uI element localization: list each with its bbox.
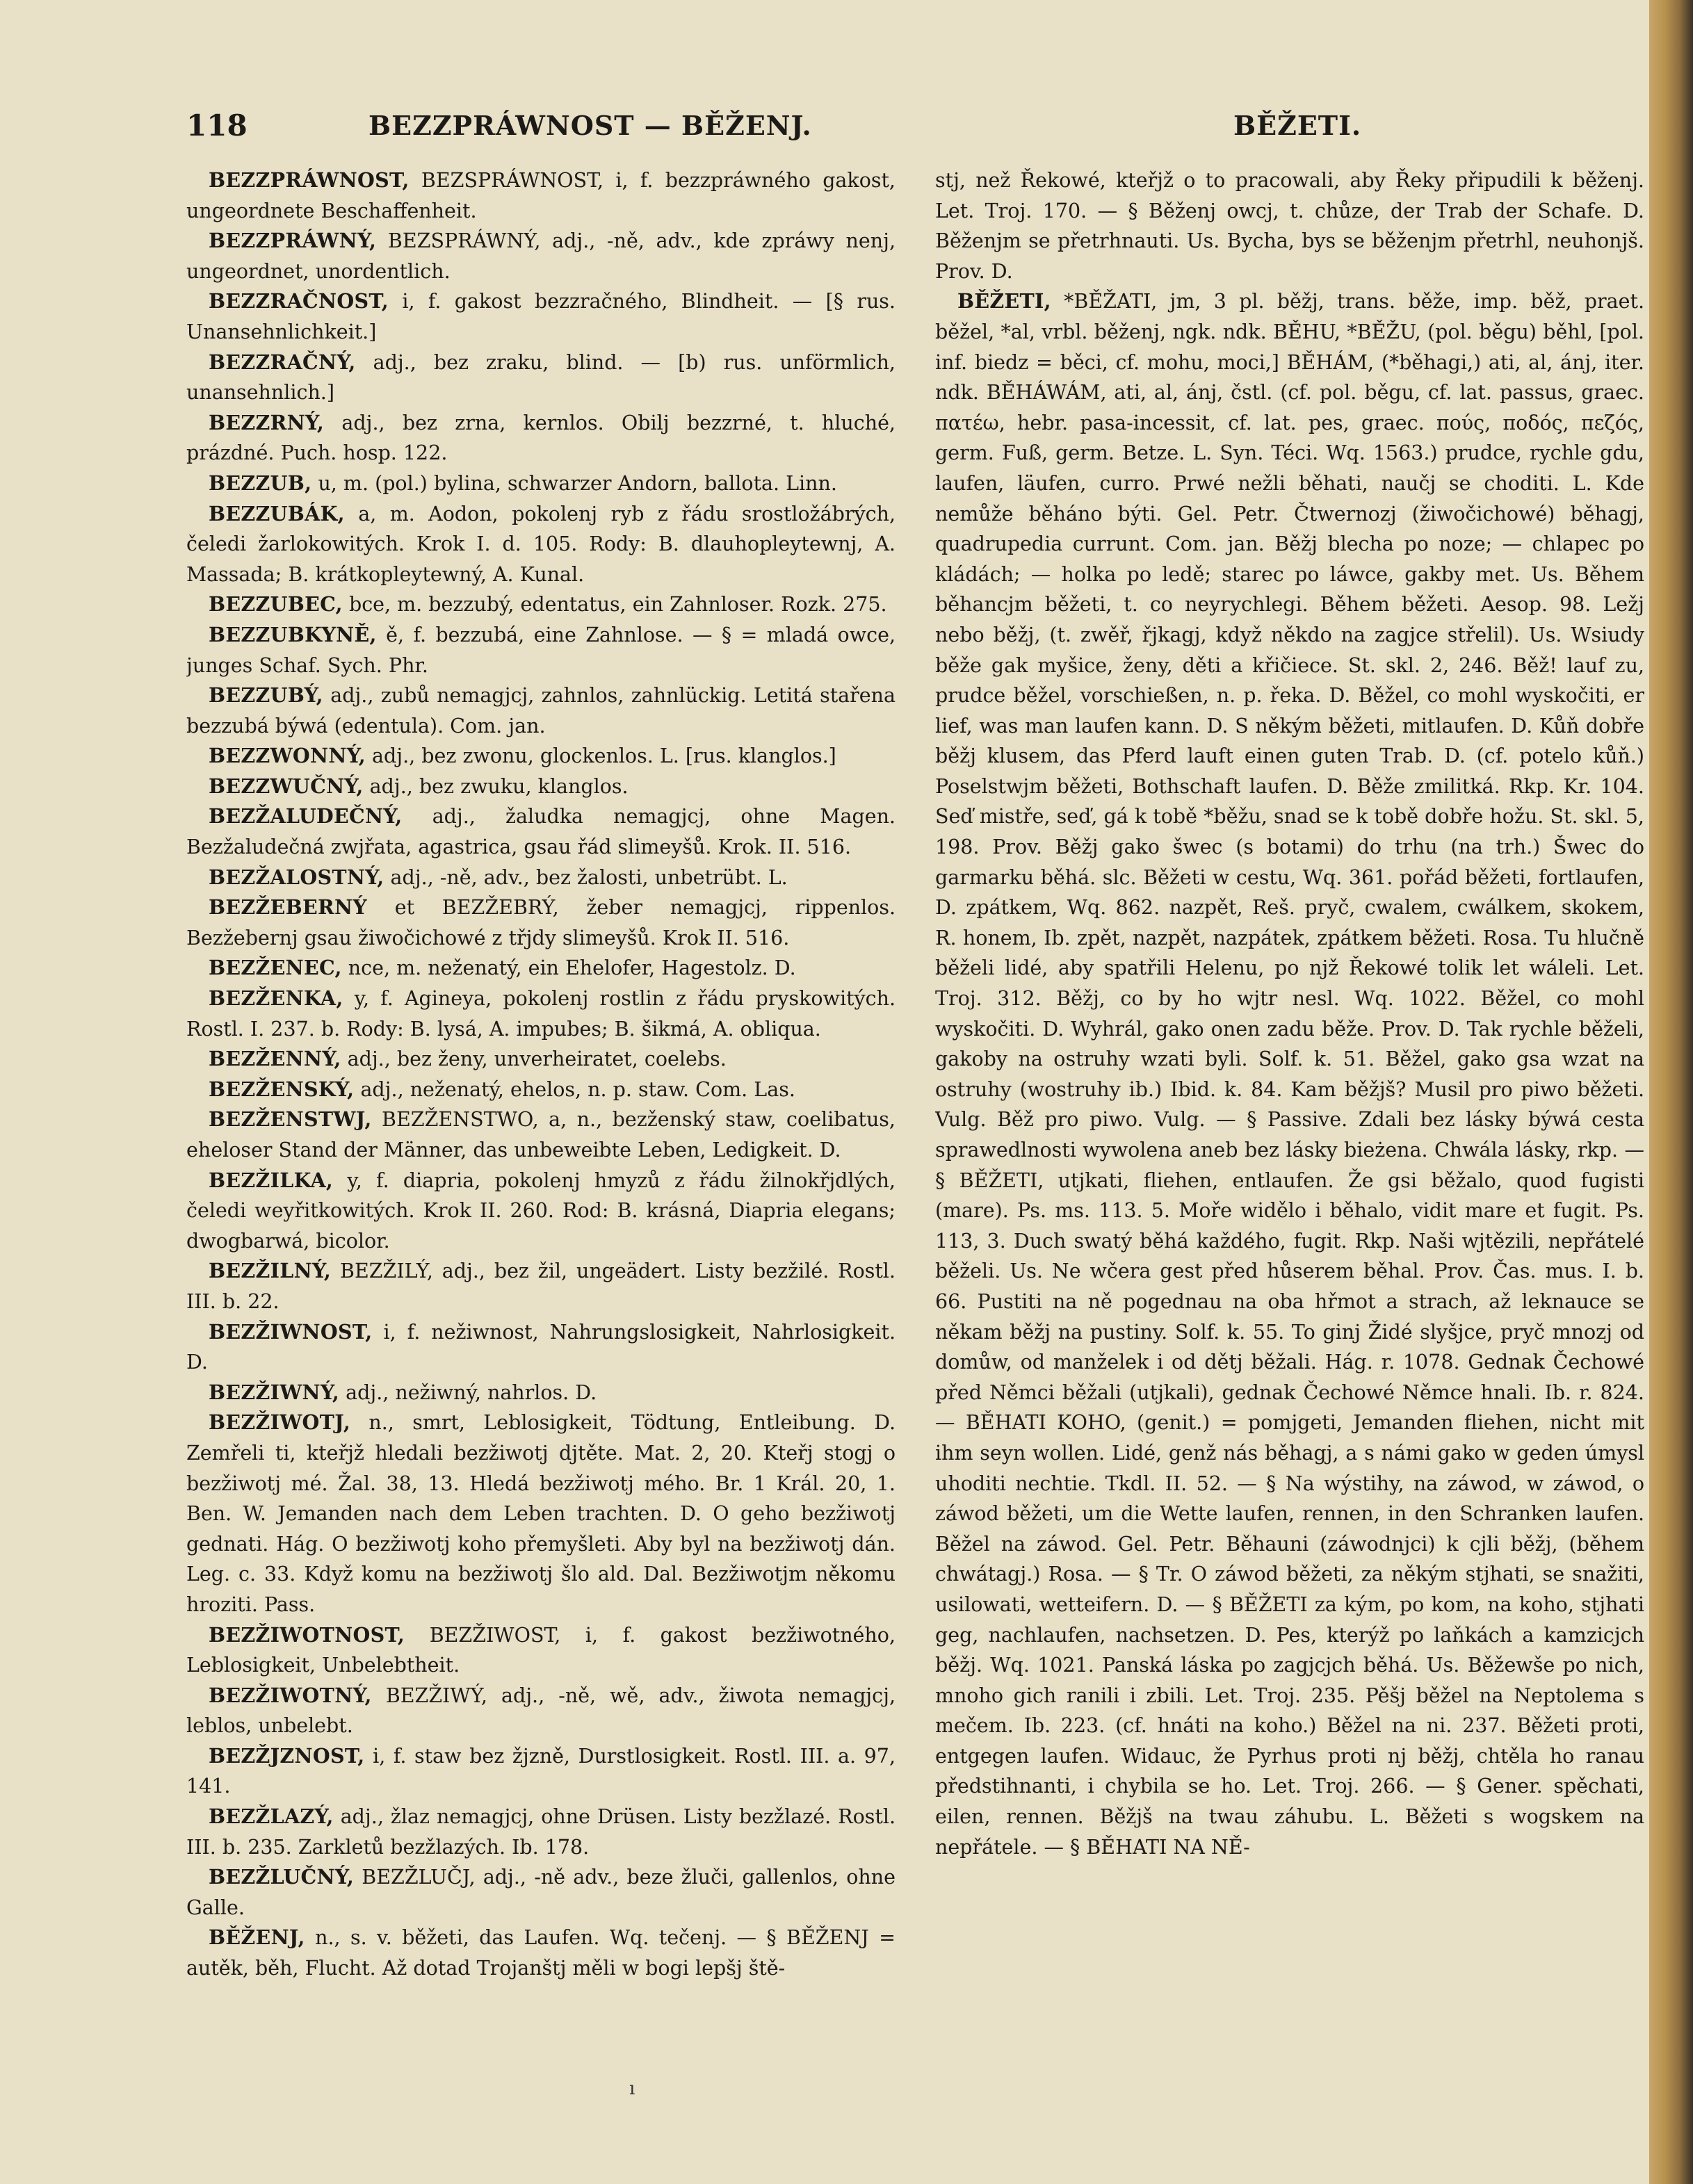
dictionary-entry [186, 1105, 896, 1165]
entry-headword: BEZZWUČNÝ, [209, 774, 364, 798]
dictionary-entry [186, 499, 896, 590]
entry-headword: BEZZPRÁWNOST, [209, 168, 410, 192]
entry-headword: BEZŽIWOTJ, [209, 1410, 351, 1435]
dictionary-entry [186, 1862, 896, 1923]
entry-definition: adj., bez ženy, unverheiratet, coelebs. [347, 1048, 727, 1071]
dictionary-entry [186, 1681, 896, 1741]
entry-definition: i, f. nežiwnost, Nahrungslosigkeit, Nahrlosigkeit. D. [186, 1320, 896, 1374]
running-header [0, 104, 1649, 146]
entry-headword: BEZZUBÁK, [209, 501, 345, 525]
page-number: 118 [186, 108, 248, 142]
entry-definition: BEZŽIWOST, i, f. gakost bezžiwotného, Leblosigkeit, Unbelebtheit. [186, 1623, 896, 1677]
entry-definition: y, f. Agineya, pokolenj rostlin z řádu pryskowitých. Rostl. I. 237. b. Rody: B. lysá, A. impubes; B. šikmá, A. obliqua. [186, 987, 896, 1041]
dictionary-entry [186, 1741, 896, 1802]
dictionary-entry [186, 1166, 896, 1257]
entry-headword: BEZZUB, [209, 471, 312, 495]
left-running-head: BEZZPRÁWNOST — BĚŽENJ. [368, 110, 812, 141]
entry-headword: BEZZPRÁWNÝ, [209, 229, 377, 253]
entry-headword: BEZŽIWOTNÝ, [209, 1683, 372, 1707]
entry-headword: BEZŽIWOTNOST, [209, 1622, 405, 1647]
entry-definition: adj., žaludka nemagjcj, ohne Magen. Bezžaludečná zwjřata, agastrica, gsau řád slimeyšů. Krok. II. 516. [186, 805, 896, 859]
entry-headword: BEZŽALUDEČNÝ, [209, 804, 403, 829]
dictionary-entry [186, 1256, 896, 1317]
entry-definition: i, f. staw bez žjzně, Durstlosigkeit. Rostl. III. a. 97, 141. [186, 1744, 896, 1798]
dictionary-entry [186, 620, 896, 681]
entry-headword: BEZŽENNÝ, [209, 1047, 341, 1071]
entry-definition: adj., nežiwný, nahrlos. D. [346, 1380, 597, 1404]
dictionary-entry [186, 741, 896, 772]
entry-definition: adj., bez zraku, blind. — [b) rus. unförmlich, unansehnlich.] [186, 350, 896, 405]
entry-headword: BĚŽETI, [957, 289, 1051, 313]
footer-mark: ı [629, 2078, 635, 2099]
dictionary-entry [186, 681, 896, 741]
entry-definition: nce, m. neženatý, ein Ehelofer, Hagestolz. D. [348, 956, 796, 980]
entry-headword: BEZŽJZNOST, [209, 1743, 365, 1768]
book-edge [1649, 0, 1693, 2184]
dictionary-entry [186, 165, 896, 226]
dictionary-entry [935, 165, 1644, 286]
entry-definition: BEZŽIWÝ, adj., -ně, wě, adv., žiwota nemagjcj, leblos, unbelebt. [186, 1684, 896, 1738]
entry-definition: adj., bez zwuku, klanglos. [369, 774, 629, 798]
entry-headword: BEZŽLUČNÝ, [209, 1865, 355, 1889]
dictionary-entry [186, 1378, 896, 1408]
entry-definition: ě, f. bezzubá, eine Zahnlose. — § = mladá owce, junges Schaf. Sych. Phr. [186, 623, 896, 677]
entry-headword: BEZŽALOSTNÝ, [209, 865, 384, 889]
dictionary-entry [186, 801, 896, 862]
dictionary-entry [186, 1317, 896, 1378]
dictionary-entry [186, 953, 896, 984]
entry-headword: BEZŽEBERNÝ [209, 895, 368, 920]
entry-headword: BEZZUBÝ, [209, 683, 323, 708]
right-running-head: BĚŽETI. [1233, 110, 1362, 141]
dictionary-entry [186, 468, 896, 499]
entry-headword: BEZŽILKA, [209, 1168, 334, 1192]
entry-definition: adj., žlaz nemagjcj, ohne Drüsen. Listy bezžlazé. Rostl. III. b. 235. Zarkletů bezžlazých. Ib. 178. [186, 1805, 896, 1859]
dictionary-entry [186, 226, 896, 286]
entry-headword: BEZŽILNÝ, [209, 1259, 332, 1283]
entry-definition: n., s. v. běžeti, das Laufen. Wq. tečenj. — § BĚŽENJ = autěk, běh, Flucht. Až dotad Trojanštj měli w bogi lepšj ště- [186, 1926, 896, 1980]
dictionary-entry [186, 893, 896, 953]
entry-headword: BEZZUBEC, [209, 592, 343, 617]
entry-definition: stj, než Řekowé, kteřjž o to pracowali, aby Řeky připudili k běženj. Let. Troj. 170. — § Běženj owcj, t. chůze, der Trab der Schafe. D. Běženjm se přetrhnauti. Us. Bycha, bys se běženjm přetrhl, neuhonjš. Prov. D. [935, 169, 1644, 283]
dictionary-entry [186, 1620, 896, 1681]
entry-definition: *BĚŽATI, jm, 3 pl. běžj, trans. běže, imp. běž, praet. běžel, *al, vrbl. běženj, ngk. ndk. BĚHU, *BĚŽU, (pol. běgu) běhl, [pol. inf. biedz = běci, cf. mohu, moci,] BĚHÁM, (*běhagi,) ati, al, ánj, iter. ndk. BĚHÁWÁM, ati, al, ánj, čstl. (cf. pol. běgu, cf. lat. passus, graec. πατέω, hebr. pasa-incessit, cf. lat. pes, graec. πούς, ποδός, πεζός, germ. Fuß, germ. Betze. L. Syn. Téci. Wq. 1563.) prudce, rychle gdu, laufen, läufen, curro. Prwé nežli běhati, naučj se choditi. L. Kde nemůže běháno býti. Gel. Petr. Čtwernozj (žiwočichowé) běhagj, quadrupedia currunt. Com. jan. Běžj blecha po noze; — chlapec po kládách; — holka po ledě; starec po láwce, gakby met. Us. Během běhancjm běžeti, t. co neyrychlegi. Během běžeti. Aesop. 98. Ležj nebo běžj, (t. zwěř, řjkagj, když někdo na zagjce střelil). Us. Wsiudy běže gak myšice, ženy, děti a křičiece. St. skl. 2, 246. Běž! lauf zu, prudce běžel, vorschießen, n. p. řeka. D. Běžel, co mohl wyskočiti, er lief, was man laufen kann. D. S někým běžeti, mitlaufen. D. Kůň dobře běžj klusem, das Pferd lauft einen guten Trab. D. (cf. potelo kůň.) Poselstwjm běžeti, Bothschaft laufen. D. Běže zmilitká. Rkp. Kr. 104. Seď mistře, seď, gá k tobě *běžu, snad se k tobě dobře hožu. St. skl. 5, 198. Prov. Běžj gako šwec (s botami) do trhu (na trh.) Šwec do garmarku běhá. slc. Běžeti w cestu, Wq. 361. pořád běžeti, fortlaufen, D. zpátkem, Wq. 862. nazpět, Reš. pryč, cwalem, cwálkem, skokem, R. honem, Ib. zpět, nazpět, nazpátek, zpátkem běžeti. Rosa. Tu hlučně běželi lidé, aby spatřili Helenu, po njž Řekowé tolik let wáleli. Let. Troj. 312. Běžj, co by ho wjtr nesl. Wq. 1022. Běžel, co mohl wyskočiti. D. Wyhrál, gako onen zadu běže. Prov. D. Tak rychle běželi, gakoby na ostruhy wzati byli. Solf. k. 51. Běžel, gako gsa wzat na ostruhy (wostruhy ib.) Ibid. k. 84. Kam běžjš? Musil pro piwo běžeti. Vulg. Běž pro piwo. Vulg. — § Passive. Zdali bez lásky býwá cesta sprawedlnosti wywolena aneb bez lásky bieżena. Chwála lásky, rkp. — § BĚŽETI, utjkati, fliehen, entlaufen. Že gsi běžalo, quod fugisti (mare). Ps. ms. 113. 5. Moře widělo i běhalo, vidit mare et fugit. Ps. 113, 3. Duch swatý běhá každého, fugit. Rkp. Naši wjtězili, nepřátelé běželi. Us. Ne wčera gest před hůserem běhal. Prov. Čas. mus. I. b. 66. Pustiti na ně pogednau na oba hřmot a strach, až leknauce se někam běžj na pustiny. Solf. k. 55. To ginj Židé slyšjce, pryč mnozj od domůw, od manželek i od dětj běžali. Hág. r. 1078. Gednak Čechowé před Němci běžali (utjkali), gednak Čechowé Němce hnali. Ib. r. 824. — BĚHATI KOHO, (genit.) = pomjgeti, Jemanden fliehen, nicht mit ihm seyn wollen. Lidé, genž nás běhagj, a s námi gako w geden úmysl uhoditi nechtie. Tkdl. II. 52. — § Na wýstihy, na záwod, w záwod, o záwod běžeti, um die Wette laufen, rennen, in den Schranken laufen. Běžel na záwod. Gel. Petr. Běhauni (záwodnjci) k cjli běžj, (během chwátagj.) Rosa. — § Tr. O záwod běžeti, za někým stjhati, se snažiti, usilowati, wetteifern. D. — § BĚŽETI za kým, po kom, na koho, stjhati geg, nachlaufen, nachsetzen. D. Pes, kterýž po laňkách a kamzicjch běžj. Wq. 1021. Panská láska po zagjcjch běhá. Us. Běžewše po nich, mnoho gich ranili i zbili. Let. Troj. 235. Pěšj běžel na Neptolema s mečem. Ib. 223. (cf. hnáti na koho.) Běžel na ni. 237. Běžeti proti, entgegen laufen. Widauc, že Pyrhus proti nj běžj, chtěla ho ranau předstihnanti, i chybila se ho. Let. Troj. 266. — § Gener. spěchati, eilen, rennen. Běžjš na twau záhubu. L. Běžeti s wogskem na nepřátele. — § BĚHATI NA NĚ- [935, 290, 1644, 1859]
entry-definition: n., smrt, Leblosigkeit, Tödtung, Entleibung. D. Zemřeli ti, kteřjž hledali bezžiwotj djtěte. Mat. 2, 20. Kteřj stogj o bezžiwotj mé. Žal. 38, 13. Hledá bezžiwotj mého. Br. 1 Král. 20, 1. Ben. W. Jemanden nach dem Leben trachten. D. O geho bezžiwotj gednati. Hág. O bezžiwotj koho přemyšleti. Aby byl na bezžiwotj dán. Leg. c. 33. Když komu na bezžiwotj šlo ald. Dal. Bezžiwotjm někomu hroziti. Pass. [186, 1411, 896, 1616]
dictionary-entry [186, 408, 896, 468]
entry-headword: BEZZRNÝ, [209, 410, 325, 434]
entry-definition: BEZŽENSTWO, a, n., bezženský staw, coelibatus, eheloser Stand der Männer, das unbeweibte Leben, Ledigkeit. D. [186, 1108, 896, 1162]
left-column [186, 165, 896, 2000]
entry-definition: i, f. gakost bezzračného, Blindheit. — [§ rus. Unansehnlichkeit.] [186, 290, 896, 343]
entry-definition: u, m. (pol.) bylina, schwarzer Andorn, ballota. Linn. [318, 471, 837, 495]
right-column [935, 165, 1644, 2000]
entry-definition: adj., bez zrna, kernlos. Obilj bezzrné, t. hluché, prázdné. Puch. hosp. 122. [186, 411, 896, 465]
dictionary-entry [186, 772, 896, 802]
entry-definition: a, m. Aodon, pokolenj ryb z řádu srostložábrých, čeledi žarlokowitých. Krok I. d. 105. Rody: B. dlauhopleytewnj, A. Massada; B. krátkopleytewný, A. Kunal. [186, 502, 896, 586]
entry-headword: BEZZRAČNOST, [209, 289, 389, 313]
dictionary-entry [186, 863, 896, 893]
entry-definition: adj., bez zwonu, glockenlos. L. [rus. klanglos.] [372, 744, 836, 768]
entry-definition: et BEZŽEBRÝ, žeber nemagjcj, rippenlos. Bezžebernj gsau žiwočichowé z třjdy slimeyšů. Krok II. 516. [186, 896, 896, 950]
entry-headword: BEZZWONNÝ, [209, 744, 366, 768]
entry-headword: BEZŽIWNOST, [209, 1319, 373, 1344]
entry-definition: y, f. diapria, pokolenj hmyzů z řádu žilnokřjdlých, čeledi weyřitkowitých. Krok II. 260. Rod: B. krásná, Diapria elegans; dwogbarwá, bicolor. [186, 1168, 896, 1253]
entry-definition: BEZŽLUČJ, adj., -ně adv., beze žluči, gallenlos, ohne Galle. [186, 1866, 896, 1919]
dictionary-entry [186, 589, 896, 620]
dictionary-entry [186, 984, 896, 1044]
entry-headword: BEZZUBKYNĚ, [209, 622, 377, 646]
entry-definition: adj., zubů nemagjcj, zahnlos, zahnlückig. Letitá stařena bezzubá býwá (edentula). Com. jan. [186, 684, 896, 737]
entry-definition: BEZSPRÁWNÝ, adj., -ně, adv., kde zpráwy nenj, ungeordnet, unordentlich. [186, 229, 896, 283]
dictionary-entry [186, 1923, 896, 1983]
dictionary-entry [186, 286, 896, 347]
entry-definition: adj., -ně, adv., bez žalosti, unbetrübt. L. [390, 865, 788, 889]
entry-headword: BEZŽENSTWJ, [209, 1107, 372, 1132]
entry-headword: BĚŽENJ, [209, 1925, 305, 1950]
entry-definition: BEZSPRÁWNOST, i, f. bezzpráwného gakost, ungeordnete Beschaffenheit. [186, 169, 896, 222]
entry-definition: BEZŽILÝ, adj., bez žil, ungeädert. Listy bezžilé. Rostl. III. b. 22. [186, 1260, 896, 1313]
dictionary-entry [186, 1044, 896, 1075]
dictionary-entry [186, 1802, 896, 1862]
dictionary-entry [186, 348, 896, 408]
dictionary-entry [186, 1408, 896, 1620]
dictionary-entry [186, 1075, 896, 1105]
dictionary-entry [935, 286, 1644, 1862]
entry-headword: BEZZRAČNÝ, [209, 350, 356, 374]
entry-definition: bce, m. bezzubý, edentatus, ein Zahnloser. Rozk. 275. [348, 593, 887, 617]
entry-definition: adj., neženatý, ehelos, n. p. staw. Com. Las. [360, 1077, 795, 1101]
entry-headword: BEZŽENSKÝ, [209, 1077, 355, 1101]
entry-headword: BEZŽENEC, [209, 956, 342, 980]
entry-headword: BEZŽIWNÝ, [209, 1380, 340, 1404]
entry-headword: BEZŽLAZÝ, [209, 1804, 334, 1829]
entry-headword: BEZŽENKA, [209, 986, 343, 1011]
